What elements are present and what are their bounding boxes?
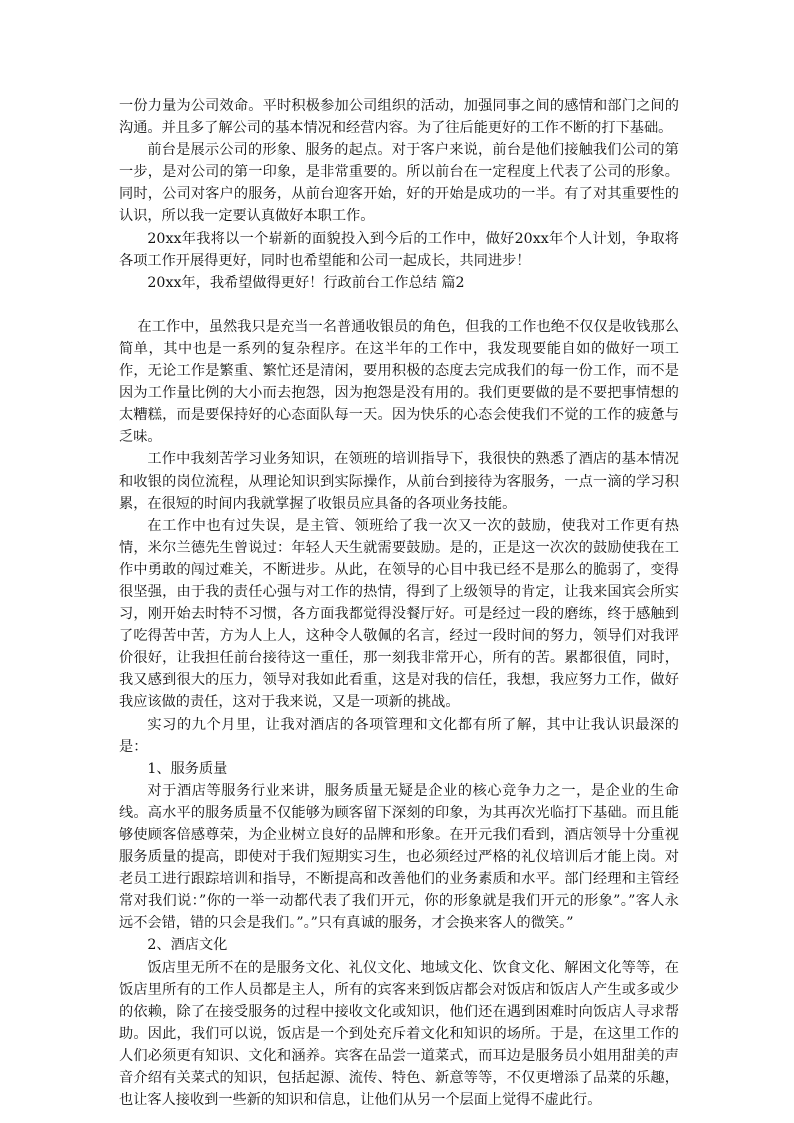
paragraph: 饭店里无所不在的是服务文化、礼仪文化、地域文化、饮食文化、解困文化等等，在饭店里所有的工作人员都是主人，所有的宾客来到饭店都会对饭店和饭店人产生或多或少的依赖，除了在接受服务的过程中接收文化或知识，他们还在遇到困难时向饭店人寻求帮助。因此，我们可以说，饭店是一个到处充斥着文化和知识的场所。于是，在这里工作的人们必须更有知识、文化和涵养。宾客在品尝一道菜式，而耳边是服务员小姐用甜美的声音介绍有关菜式的知识，包括起源、流传、特色、新意等等，不仅更增添了品菜的乐趣，也让客人接收到一些新的知识和信息，让他们从另一个层面上觉得不虚此行。 [119, 959, 679, 1109]
blank-line [119, 294, 679, 316]
paragraph: 前台是展示公司的形象、服务的起点。对于客户来说，前台是他们接触我们公司的第一步，是对公司的第一印象，是非常重要的。所以前台在一定程度上代表了公司的形象。同时，公司对客户的服务，从前台迎客开始，好的开始是成功的一半。有了对其重要性的认识，所以我一定要认真做好本职工作。 [119, 142, 679, 225]
paragraph: 20xx年我将以一个崭新的面貌投入到今后的工作中，做好20xx年个人计划，争取将各项工作开展得更好，同时也希望能和公司一起成长，共同进步！ [119, 230, 679, 269]
section-heading: 20xx年，我希望做得更好！行政前台工作总结 篇2 [147, 274, 465, 291]
paragraph: 工作中我刻苦学习业务知识，在领班的培训指导下，我很快的熟悉了酒店的基本情况和收银的岗位流程，从理论知识到实际操作，从前台到接待为客服务，一点一滴的学习积累，在很短的时间内我就掌握了收银员应具备的各项业务技能。 [119, 451, 679, 512]
paragraph: 对于酒店等服务行业来讲，服务质量无疑是企业的核心竞争力之一，是企业的生命线。高水平的服务质量不仅能够为顾客留下深刻的印象，为其再次光临打下基础。而且能够使顾客倍感尊荣，为企业树立良好的品牌和形象。在开元我们看到，酒店领导十分重视服务质量的提高，即使对于我们短期实习生，也必须经过严格的礼仪培训后才能上岗。对老员工进行跟踪培训和指导，不断提高和改善他们的业务素质和水平。部门经理和主管经常对我们说：”你的一举一动都代表了我们开元，你的形象就是我们开元的形象”。”客人永远不会错，错的只会是我们。”。”只有真诚的服务，才会换来客人的微笑。” [119, 782, 679, 932]
paragraph: 实习的九个月里，让我对酒店的各项管理和文化都有所了解，其中让我认识最深的是： [119, 716, 679, 755]
paragraph: 在工作中也有过失误，是主管、领班给了我一次又一次的鼓励，使我对工作更有热情，米尔兰德先生曾说过：年轻人天生就需要鼓励。是的，正是这一次次的鼓励使我在工作中勇敢的闯过难关，不断进步。从此，在领导的心目中我已经不是那么的脆弱了，变得很坚强，由于我的责任心强与对工作的热情，得到了上级领导的肯定，让我来国宾会所实习，刚开始去时特不习惯，各方面我都觉得没餐厅好。可是经过一段的磨练，终于感触到了吃得苦中苦，方为人上人，这种令人敬佩的名言，经过一段时间的努力，领导们对我评价很好，让我担任前台接待这一重任，那一刻我非常开心，所有的苦。累都很值，同时，我又感到很大的压力，领导对我如此看重，这是对我的信任，我想，我应努力工作，做好我应该做的责任，这对于我来说，又是一项新的挑战。 [119, 517, 679, 711]
paragraph: 一份力量为公司效命。平时积极参加公司组织的活动，加强同事之间的感情和部门之间的沟通。并且多了解公司的基本情况和经营内容。为了往后能更好的工作不断的打下基础。 [119, 98, 679, 137]
paragraph: 在工作中，虽然我只是充当一名普通收银员的角色，但我的工作也绝不仅仅是收钱那么简单，其中也是一系列的复杂程序。在这半年的工作中，我发现要能自如的做好一项工作，无论工作是繁重、繁忙还是清闲，要用积极的态度去完成我们的每一份工作，而不是因为工作量比例的大小而去抱怨，因为抱怨是没有用的。我们更要做的是不要把事情想的太糟糕，而是要保持好的心态面队每一天。因为快乐的心态会使我们不觉的工作的疲惫与乏味。 [119, 318, 679, 446]
subheading: 1、服务质量 [147, 760, 228, 777]
subheading: 2、酒店文化 [147, 937, 228, 954]
document-body [119, 95, 679, 1111]
